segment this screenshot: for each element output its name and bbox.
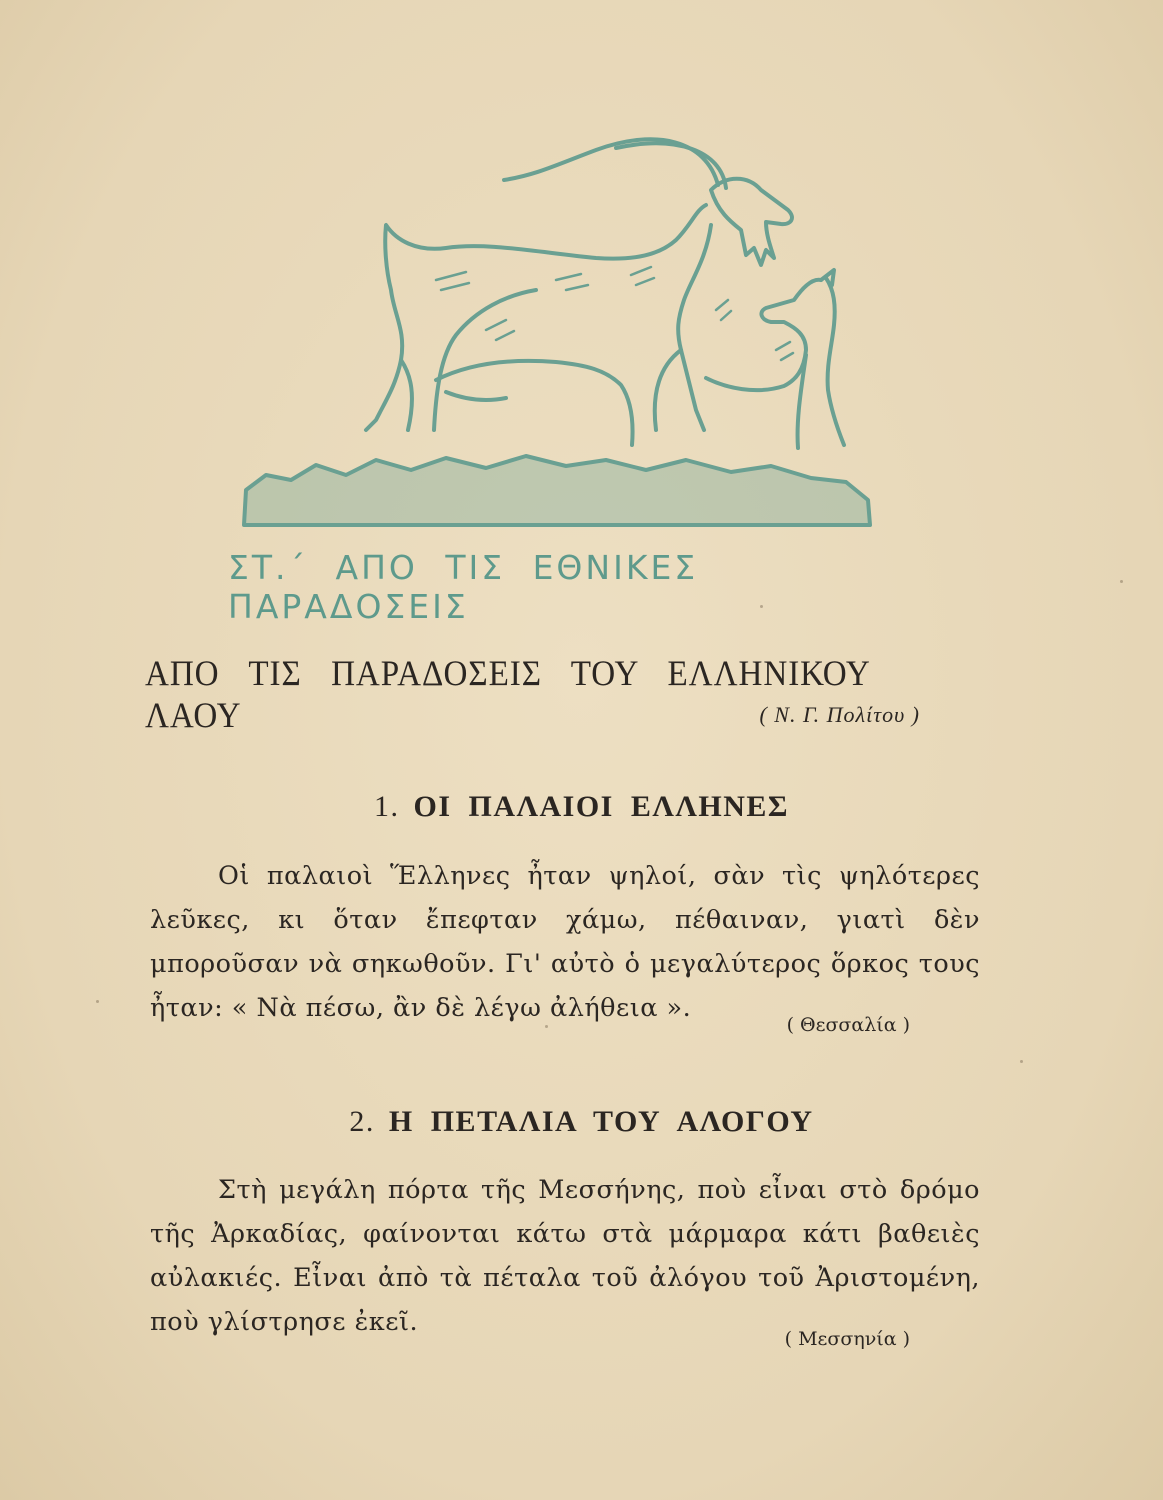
story-title-text: Η ΠΕΤΑΛΙΑ ΤΟΥ ΑΛΟΓΟΥ: [388, 1105, 814, 1138]
page-title: ΑΠΟ ΤΙΣ ΠΑΡΑΔΟΣΕΙΣ ΤΟΥ ΕΛΛΗΝΙΚΟΥ ΛΑΟΥ: [145, 653, 870, 735]
paper-speck: [545, 1025, 548, 1028]
author-attribution: ( Ν. Γ. Πολίτου ): [759, 702, 920, 727]
story-body: [150, 854, 980, 1030]
story-source: ( Θεσσαλία ): [786, 1014, 910, 1036]
paper-speck: [760, 605, 763, 608]
section-heading: ΣΤ.΄ ΑΠΟ ΤΙΣ ΕΘΝΙΚΕΣ ΠΑΡΑΔΟΣΕΙΣ: [228, 548, 699, 626]
story-number: 2.: [349, 1105, 375, 1138]
story-title: [0, 790, 1163, 824]
paper-speck: [96, 1000, 99, 1003]
story-number: 1.: [373, 790, 400, 823]
story-title: [0, 1105, 1163, 1139]
story-paragraph: Στὴ μεγάλη πόρτα τῆς Μεσσήνης, ποὺ εἶναι στὸ δρόμο τῆς Ἀρκαδίας, φαίνονται κάτω στὰ μάρμαρα κάτι βαθειὲς αὐλακιές. Εἶναι ἀπὸ τὰ πέταλα τοῦ ἀλόγου τοῦ Ἀριστομένη, ποὺ γλίστρησε ἐκεῖ.: [150, 1175, 980, 1337]
paper-speck: [1120, 580, 1123, 583]
paper-speck: [1020, 1060, 1023, 1063]
goat-and-kid-woodcut-icon: [236, 130, 876, 530]
story-body: [150, 1168, 980, 1344]
story-source: ( Μεσσηνία ): [784, 1328, 910, 1350]
story-paragraph: Οἱ παλαιοὶ Ἕλληνες ἦταν ψηλοί, σὰν τὶς ψηλότερες λεῦκες, κι ὅταν ἔπεφταν χάμω, πέθαιναν, γιατὶ δὲν μποροῦσαν νὰ σηκωθοῦν. Γι' αὐτὸ ὁ μεγαλύτερος ὅρκος τους ἦταν: « Νὰ πέσω, ἂν δὲ λέγω ἀλήθεια ».: [150, 861, 980, 1023]
story-title-text: ΟΙ ΠΑΛΑΙΟΙ ΕΛΛΗΝΕΣ: [413, 790, 789, 823]
